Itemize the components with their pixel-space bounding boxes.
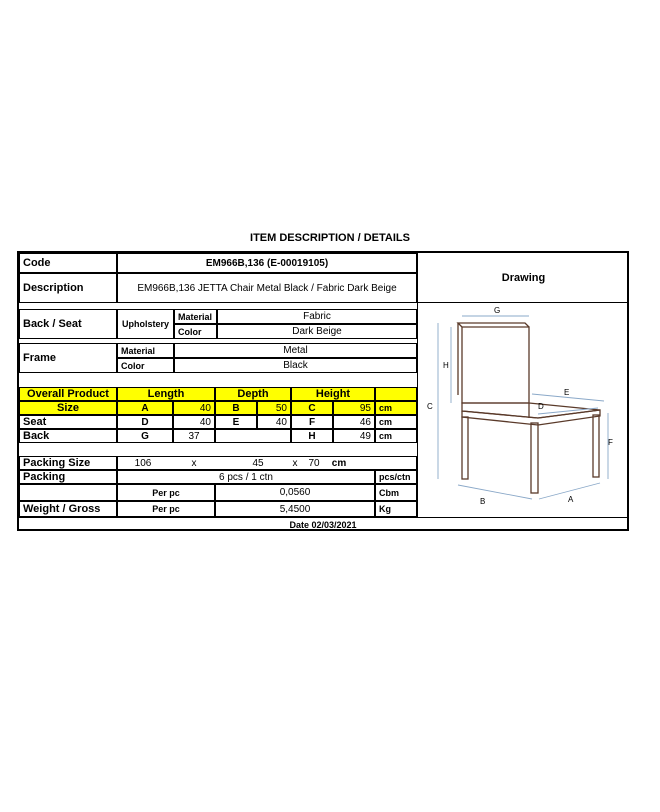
dim-c-value: 95: [333, 401, 375, 415]
dim-a-key: A: [117, 401, 173, 415]
packing-size-label: Packing Size: [19, 456, 117, 470]
spec-sheet: [17, 251, 629, 531]
dim-b-key: B: [215, 401, 257, 415]
drawing-label-c: C: [427, 402, 433, 411]
frame-label: Frame: [19, 343, 117, 373]
back-unit: cm: [375, 429, 417, 443]
seat-outline: [462, 403, 600, 418]
code-label: Code: [19, 253, 117, 273]
weight-label: Weight / Gross: [19, 501, 117, 517]
upholstery-label: Upholstery: [117, 309, 174, 339]
leg-front-right: [593, 415, 599, 477]
cbm-empty-cell: [19, 484, 117, 501]
dim-g-key: G: [117, 429, 173, 443]
date-footer: Date 02/03/2021: [19, 517, 627, 531]
dim-b-value: 50: [257, 401, 291, 415]
packing-height: 70: [308, 457, 320, 469]
dim-line-b: [458, 485, 532, 499]
cbm-value: 0,0560: [215, 484, 375, 501]
packing-width: 45: [252, 457, 264, 469]
drawing-label-g: G: [494, 306, 501, 315]
frame-material-label: Material: [117, 343, 174, 358]
packing-value: 6 pcs / 1 ctn: [117, 470, 375, 484]
dim-h-key: H: [291, 429, 333, 443]
dim-g-value: 37: [173, 429, 215, 443]
drawing-label-a: A: [568, 495, 574, 504]
weight-per-pc-label: Per pc: [117, 501, 215, 517]
cbm-per-pc-label: Per pc: [117, 484, 215, 501]
back-seat-label: Back / Seat: [19, 309, 117, 339]
packing-label: Packing: [19, 470, 117, 484]
dim-f-value: 46: [333, 415, 375, 429]
upholstery-material-value: Fabric: [217, 309, 417, 324]
drawing-label-e: E: [564, 388, 570, 397]
packing-unit: pcs/ctn: [375, 470, 417, 484]
packing-size-unit: cm: [331, 457, 347, 469]
dim-a-value: 40: [173, 401, 215, 415]
frame-color-label: Color: [117, 358, 174, 373]
back-empty-cell: [215, 429, 291, 443]
dim-d-key: D: [117, 415, 173, 429]
drawing-label-d: D: [538, 402, 544, 411]
size-label: Size: [19, 401, 117, 415]
overall-product-label: Overall Product: [19, 387, 117, 401]
dim-c-key: C: [291, 401, 333, 415]
description-value: EM966B,136 JETTA Chair Metal Black / Fabric Dark Beige: [117, 273, 417, 303]
backrest-outline: [462, 327, 529, 403]
depth-header: Depth: [215, 387, 291, 401]
length-header: Length: [117, 387, 215, 401]
seat-label: Seat: [19, 415, 117, 429]
drawing-heading: Drawing: [417, 253, 629, 303]
dim-h-value: 49: [333, 429, 375, 443]
dim-f-key: F: [291, 415, 333, 429]
packing-x1: x: [191, 457, 197, 469]
weight-unit: Kg: [375, 501, 417, 517]
weight-value: 5,4500: [215, 501, 375, 517]
dim-e-value: 40: [257, 415, 291, 429]
overall-unit: cm: [375, 401, 417, 415]
back-label: Back: [19, 429, 117, 443]
dim-d-value: 40: [173, 415, 215, 429]
code-value: EM966B,136 (E-00019105): [117, 253, 417, 273]
upholstery-color-value: Dark Beige: [217, 324, 417, 339]
upholstery-material-label: Material: [174, 309, 217, 324]
chair-drawing: [417, 303, 629, 517]
drawing-label-f: F: [608, 438, 613, 447]
cbm-unit: Cbm: [375, 484, 417, 501]
upholstery-color-label: Color: [174, 324, 217, 339]
leg-front-left: [531, 423, 538, 493]
leg-back-left: [462, 417, 468, 479]
packing-length: 106: [134, 457, 152, 469]
drawing-label-h: H: [443, 361, 449, 370]
overall-empty-cell: [375, 387, 417, 401]
frame-material-value: Metal: [174, 343, 417, 358]
packing-x2: x: [292, 457, 298, 469]
drawing-label-b: B: [480, 497, 486, 506]
description-label: Description: [19, 273, 117, 303]
dim-e-key: E: [215, 415, 257, 429]
chair-drawing-svg: [418, 303, 628, 517]
frame-color-value: Black: [174, 358, 417, 373]
height-header: Height: [291, 387, 375, 401]
seat-unit: cm: [375, 415, 417, 429]
document-title: ITEM DESCRIPTION / DETAILS: [250, 232, 410, 244]
